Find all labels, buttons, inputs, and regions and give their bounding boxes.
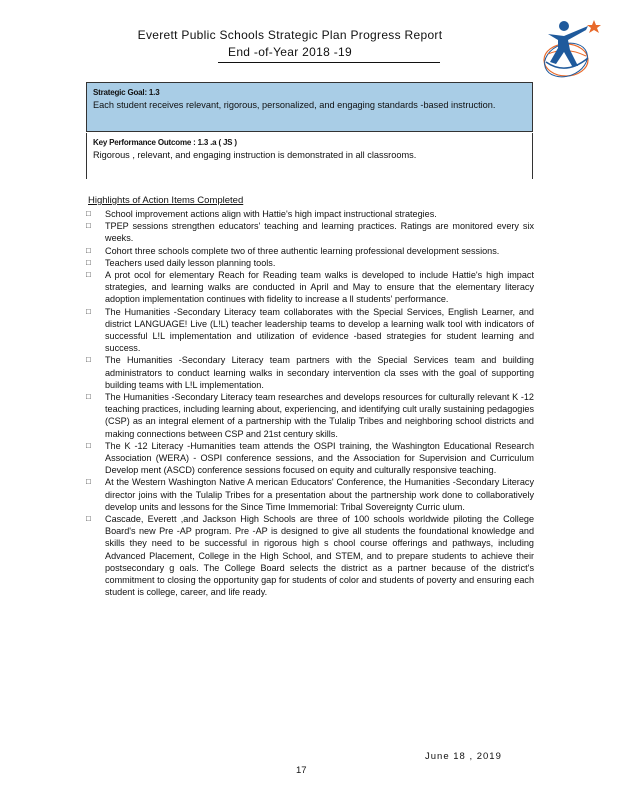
report-title-line1: Everett Public Schools Strategic Plan Progress Report <box>137 28 443 42</box>
highlight-item-text: At the Western Washington Native A merican Educators' Conference, the Humanities -Secondary Literacy director joins with the Tulalip Tribes for a presentation about the partnership work done to collaboratively develop units and lessons for the Since Time Immemorial: Tribal Sovereignty Curric ulum. <box>105 477 534 512</box>
highlight-item <box>86 257 534 269</box>
highlight-item <box>86 208 534 220</box>
kpo-text: Rigorous , relevant, and engaging instruction is demonstrated in all classrooms. <box>93 150 417 160</box>
checkbox-bullet-icon: □ <box>86 221 91 231</box>
strategic-goal-box <box>86 82 533 132</box>
checkbox-bullet-icon: □ <box>86 514 91 524</box>
student-figure-globe-logo <box>538 16 604 82</box>
checkbox-bullet-icon: □ <box>86 245 91 255</box>
strategic-goal-label: Strategic Goal: 1.3 <box>93 88 160 97</box>
highlight-item <box>86 391 534 440</box>
highlight-item <box>86 245 534 257</box>
highlight-item <box>86 220 534 244</box>
highlight-item-text: The Humanities -Secondary Literacy team collaborates with the Special Services, English Learner, and district LANGUAGE! Live (L!L) teacher leadership teams to develop a learning walk tool with indicators of successful L!L implementation and utilization of evidence -based strategies for student learning and success. <box>105 306 534 354</box>
strategic-goal-text: Each student receives relevant, rigorous, personalized, and engaging standards -based instruction. <box>93 100 496 110</box>
checkbox-bullet-icon: □ <box>86 257 91 267</box>
highlight-item <box>86 269 534 306</box>
highlight-item <box>86 354 534 391</box>
highlight-item-text: Teachers used daily lesson planning tools. <box>105 257 276 268</box>
kpo-label: Key Performance Outcome : 1.3 .a ( JS ) <box>93 138 237 147</box>
highlight-item-text: The Humanities -Secondary Literacy team researches and develops resources for culturally relevant K -12 teaching practices, including learning about, experiencing, and identifying cult urally sustaining pedagogies (CSP) as an integral element of a partnership with the Tulalip Tribes and neighboring school districts and making connections between CSP and 21st century skills. <box>105 392 534 439</box>
highlights-heading: Highlights of Action Items Completed <box>88 195 244 206</box>
checkbox-bullet-icon: □ <box>86 306 91 316</box>
checkbox-bullet-icon: □ <box>86 355 91 365</box>
report-date: June 18 , 2019 <box>425 751 502 762</box>
highlight-item-text: Cascade, Everett ,and Jackson High Schools are three of 100 schools worldwide piloting the College Board's new Pre -AP program. Pre -AP is designed to give all students the foundational knowledge and skills they need to be successful in rigorous high s chool course offerings and pathways, including Advanced Placement, College in the High School, and STEM, and to prepare students to achieve their postsecondary g oals. The College Board selects the district as a partner because of the district's commitment to closing the opportunity gap for students of color and students of poverty and ensuring each student is college, career, and life ready. <box>105 514 534 598</box>
highlight-item <box>86 306 534 355</box>
highlight-item-text: The Humanities -Secondary Literacy team partners with the Special Services team and building administrators to conduct learning walks in secondary intervention cla sses with the goal of supporting building teams with L!L implementation. <box>105 355 534 390</box>
highlight-item-text: TPEP sessions strengthen educators' teaching and learning practices. Ratings are monitored every six weeks. <box>105 221 534 244</box>
checkbox-bullet-icon: □ <box>86 209 91 218</box>
page-number: 17 <box>296 765 307 776</box>
highlight-item-text: School improvement actions align with Hattie's high impact instructional strategies. <box>105 209 437 219</box>
highlight-item <box>86 476 534 513</box>
highlight-item <box>86 513 534 598</box>
checkbox-bullet-icon: □ <box>86 477 91 487</box>
highlight-item-text: Cohort three schools complete two of three authentic learning professional development sessions. <box>105 245 500 256</box>
report-title-line2: End -of-Year 2018 -19 <box>228 45 352 59</box>
highlight-item-text: A prot ocol for elementary Reach for Reading team walks is developed to include Hattie's high impact strategies, and learning walks are conducted in April and May to ensure that the elementary literacy adoption implementation continues with fidelity to increase a ll students' performance. <box>105 270 534 305</box>
checkbox-bullet-icon: □ <box>86 270 91 280</box>
highlight-item <box>86 440 534 477</box>
highlights-list <box>86 208 534 599</box>
title-underline <box>218 62 440 63</box>
checkbox-bullet-icon: □ <box>86 392 91 402</box>
key-performance-outcome-box <box>86 133 533 179</box>
highlight-item-text: The K -12 Literacy -Humanities team attends the OSPI training, the Washington Educational Research Association (WERA) - OSPI conference sessions, and the Association for Supervision and Curriculum Develop ment (ASCD) conference sessions focused on equity and culturally responsive teaching. <box>105 440 534 476</box>
checkbox-bullet-icon: □ <box>86 440 91 450</box>
